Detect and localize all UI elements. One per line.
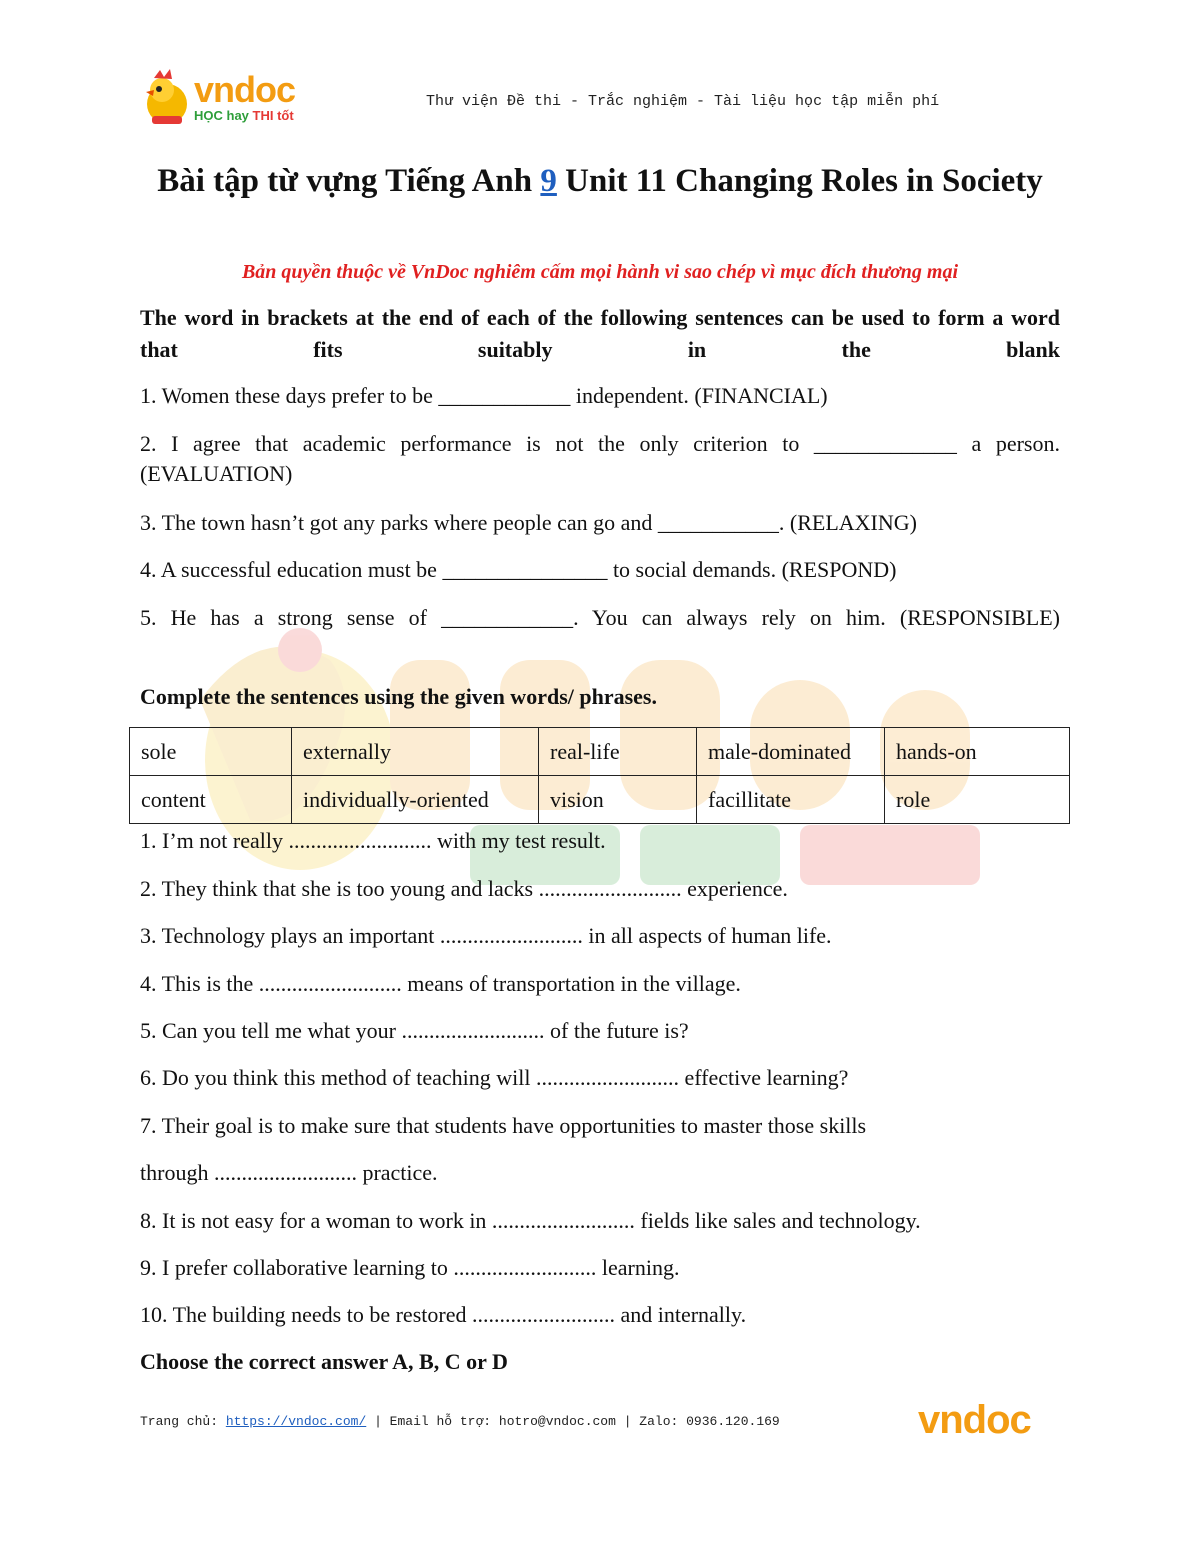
section3-instruction: Choose the correct answer A, B, C or D bbox=[140, 1349, 508, 1374]
footer-contact: | Email hỗ trợ: hotro@vndoc.com | Zalo: 0936.120.169 bbox=[366, 1414, 780, 1429]
table-cell: content bbox=[130, 776, 292, 824]
section2-item-2: 2. They think that she is too young and lacks .......................... experience. bbox=[140, 876, 788, 901]
table-row bbox=[130, 776, 1070, 824]
table-cell: role bbox=[885, 776, 1070, 824]
section2-instruction: Complete the sentences using the given words/ phrases. bbox=[140, 684, 657, 709]
copyright-notice: Bản quyền thuộc về VnDoc nghiêm cấm mọi hành vi sao chép vì mục đích thương mại bbox=[241, 261, 959, 283]
chicken-mascot-icon bbox=[140, 68, 194, 128]
page-footer bbox=[140, 1414, 780, 1429]
table-cell: facillitate bbox=[697, 776, 885, 824]
section2-item-1: 1. I’m not really .......................... with my test result. bbox=[140, 828, 606, 853]
table-cell: real-life bbox=[539, 728, 697, 776]
section2-item-6: 6. Do you think this method of teaching will .......................... effective learning? bbox=[140, 1065, 849, 1090]
title-part1: Bài tập từ vựng Tiếng Anh bbox=[157, 163, 533, 199]
section2-item-5: 5. Can you tell me what your .......................... of the future is? bbox=[140, 1018, 689, 1043]
footer-vndoc-logo[interactable]: vndoc bbox=[918, 1398, 1031, 1442]
title-part2: Unit 11 Changing Roles in Society bbox=[565, 163, 1043, 199]
section1-instruction-text: The word in brackets at the end of each of the following sentences can be used to form a word that fits suitably in the blank bbox=[140, 305, 1060, 362]
section1-instruction bbox=[140, 302, 1060, 366]
header-tagline: Thư viện Đề thi - Trắc nghiệm - Tài liệu học tập miễn phí bbox=[426, 93, 940, 110]
section2-item-8: 8. It is not easy for a woman to work in .......................... fields like sales and technology. bbox=[140, 1208, 921, 1233]
section2-item-3: 3. Technology plays an important .......................... in all aspects of human life. bbox=[140, 923, 832, 948]
logo-wordmark: vndoc bbox=[194, 69, 296, 110]
section1-item-2: 2. I agree that academic performance is not the only criterion to _____________ a person. (EVALUATION) bbox=[140, 431, 1060, 486]
table-cell: individually-oriented bbox=[292, 776, 539, 824]
footer-home-link[interactable]: https://vndoc.com/ bbox=[225, 1414, 367, 1429]
section2-item-7: 7. Their goal is to make sure that students have opportunities to master those skills bbox=[140, 1113, 867, 1138]
section2-item-10: 10. The building needs to be restored .......................... and internally. bbox=[140, 1302, 747, 1327]
logo-slogan-red: THI tốt bbox=[252, 108, 294, 123]
grade-link[interactable]: 9 bbox=[540, 163, 557, 199]
section1-item-5: 5. He has a strong sense of ____________. You can always rely on him. (RESPONSIBLE) bbox=[140, 605, 1060, 630]
word-bank-table bbox=[129, 727, 1070, 824]
table-cell: hands-on bbox=[885, 728, 1070, 776]
section2-item-7-cont: through .......................... practice. bbox=[140, 1160, 438, 1185]
table-row bbox=[130, 728, 1070, 776]
vndoc-logo[interactable] bbox=[140, 68, 320, 130]
section1-item-1: 1. Women these days prefer to be ____________ independent. (FINANCIAL) bbox=[140, 383, 828, 408]
table-cell: externally bbox=[292, 728, 539, 776]
table-cell: sole bbox=[130, 728, 292, 776]
logo-slogan-green: HỌC hay bbox=[194, 108, 249, 123]
page-title bbox=[140, 160, 1060, 202]
section2-item-4: 4. This is the .......................... means of transportation in the village. bbox=[140, 971, 741, 996]
section2-item-9: 9. I prefer collaborative learning to .......................... learning. bbox=[140, 1255, 680, 1280]
section1-item-4: 4. A successful education must be _______________ to social demands. (RESPOND) bbox=[140, 557, 897, 582]
table-cell: vision bbox=[539, 776, 697, 824]
logo-slogan bbox=[194, 108, 294, 124]
section1-item-3: 3. The town hasn’t got any parks where people can go and ___________. (RELAXING) bbox=[140, 510, 917, 535]
footer-home-label: Trang chủ: bbox=[140, 1414, 219, 1429]
table-cell: male-dominated bbox=[697, 728, 885, 776]
